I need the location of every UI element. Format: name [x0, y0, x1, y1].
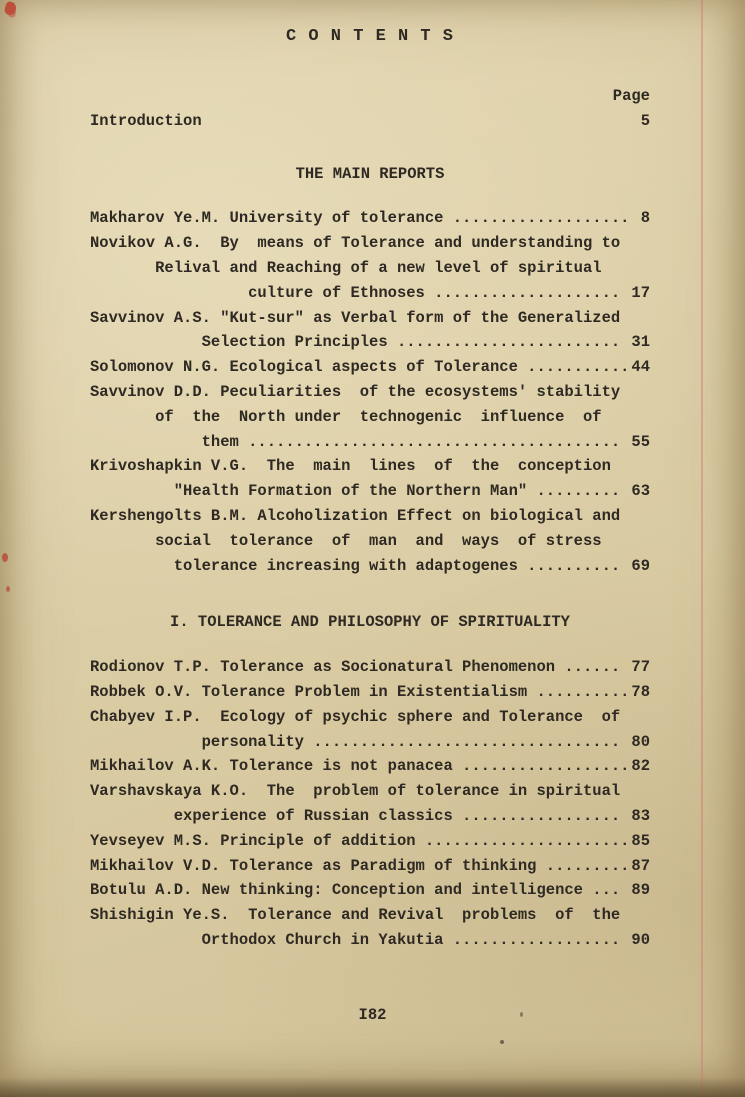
toc-page-number: 55 [631, 432, 650, 451]
toc-entry-line: social tolerance of man and ways of stress [90, 531, 602, 550]
toc-entry-line: Krivoshapkin V.G. The main lines of the conception [90, 457, 611, 476]
toc-entry-line: Varshavskaya K.O. The problem of tolerance in spiritual [90, 782, 621, 801]
toc-entry-line-text: Selection Principles ........................ [90, 333, 621, 352]
toc-entry [90, 705, 650, 755]
section-heading-tolerance-philosophy: I. TOLERANCE AND PHILOSOPHY OF SPIRITUALITY [170, 613, 570, 632]
toc-page-number: 69 [631, 556, 650, 575]
toc-page-number: 89 [631, 881, 650, 900]
folio-page-number: I82 [358, 1006, 387, 1024]
page-column-label: Page [612, 87, 650, 105]
toc-entry-line [90, 554, 650, 579]
toc-entry-line-text: Orthodox Church in Yakutia .................. [90, 930, 621, 949]
toc-page-number: 80 [631, 732, 650, 751]
toc-entry-line-text: "Health Formation of the Northern Man" ......... [90, 482, 621, 501]
toc-page-number: 44 [631, 358, 650, 377]
toc-entry-line-text: Mikhailov A.K. Tolerance is not panacea .................. [90, 757, 630, 776]
toc-entry-line [90, 878, 650, 903]
red-ink-speck [4, 1, 18, 16]
toc-entry-line [90, 330, 650, 355]
toc-entry [90, 854, 650, 879]
toc-page-number: 77 [631, 658, 650, 677]
toc-entry [90, 504, 650, 578]
toc-page-number: 5 [640, 111, 650, 130]
toc-entry-line-text: Mikhailov V.D. Tolerance as Paradigm of thinking ......... [90, 856, 630, 875]
toc-entry-line: Chabyev I.P. Ecology of psychic sphere and Tolerance of [90, 707, 621, 726]
toc-entry [90, 306, 650, 356]
toc-entry-line [90, 854, 650, 879]
toc-entry-line: Shishigin Ye.S. Tolerance and Revival problems of the [90, 906, 621, 925]
toc-entry-line-text: culture of Ethnoses .................... [90, 283, 621, 302]
toc-page-number: 87 [631, 856, 650, 875]
toc-entry-line-text: Solomonov N.G. Ecological aspects of Tolerance ........... [90, 358, 630, 377]
toc-entry [90, 829, 650, 854]
toc-entry-line: of the North under technogenic influence of [90, 407, 602, 426]
toc-entry-line-text: Botulu A.D. New thinking: Conception and intelligence ... [90, 881, 621, 900]
toc-entry-line-text: Rodionov T.P. Tolerance as Socionatural Phenomenon ...... [90, 658, 621, 677]
toc-entry-introduction [90, 109, 650, 134]
toc-entry [90, 779, 650, 829]
toc-entry [90, 355, 650, 380]
toc-entry-line [90, 928, 650, 953]
scan-dust-speck [500, 1040, 504, 1044]
toc-entry-line-text: Robbek O.V. Tolerance Problem in Existentialism .......... [90, 682, 630, 701]
toc-entry-line-text: them ........................................ [90, 432, 621, 451]
toc-entry [90, 206, 650, 231]
toc-entry-line [90, 730, 650, 755]
right-margin-line [701, 0, 703, 1097]
toc-entry-line-text: Yevseyev M.S. Principle of addition ...................... [90, 831, 630, 850]
toc-entry-line-text: tolerance increasing with adaptogenes .......... [90, 556, 621, 575]
toc-page-number: 90 [631, 930, 650, 949]
red-ink-speck [6, 586, 10, 592]
toc-page-number: 31 [631, 333, 650, 352]
toc-entry-line-text: personality ................................. [90, 732, 621, 751]
page-title: C O N T E N T S [285, 27, 455, 46]
toc-entry [90, 231, 650, 305]
toc-page-number: 85 [631, 831, 650, 850]
toc-entry-line [90, 430, 650, 455]
toc-entry-line-text: experience of Russian classics ................. [90, 806, 621, 825]
toc-entry-line-text: Makharov Ye.M. University of tolerance ................... [90, 209, 630, 228]
toc-entry [90, 454, 650, 504]
toc-entry-line [90, 804, 650, 829]
toc-entry-line: Novikov A.G. By means of Tolerance and understanding to [90, 234, 621, 253]
toc-page-number: 83 [631, 806, 650, 825]
toc-entry-line [90, 281, 650, 306]
toc-page-number: 17 [631, 283, 650, 302]
toc-entry [90, 680, 650, 705]
toc-entry [90, 655, 650, 680]
toc-entry-line: Savvinov D.D. Peculiarities of the ecosystems' stability [90, 382, 621, 401]
toc-entry-line [90, 355, 650, 380]
toc-page-number: 78 [631, 682, 650, 701]
toc-entry [90, 878, 650, 903]
toc-entry [90, 903, 650, 953]
toc-page-number: 82 [631, 757, 650, 776]
toc-entry-line: Relival and Reaching of a new level of spiritual [90, 258, 602, 277]
toc-entry-line [90, 829, 650, 854]
toc-entries-tolerance-philosophy [90, 655, 650, 953]
toc-entry-line: Kershengolts B.M. Alcoholization Effect on biological and [90, 506, 621, 525]
toc-entry-line [90, 479, 650, 504]
toc-entry-line [90, 206, 650, 231]
toc-entry [90, 754, 650, 779]
red-ink-speck [2, 553, 8, 562]
toc-entry-line [90, 754, 650, 779]
toc-page-number: 63 [631, 482, 650, 501]
scan-bottom-shadow [0, 1077, 745, 1097]
toc-entry-line [90, 680, 650, 705]
toc-entry [90, 380, 650, 454]
toc-entry-title: Introduction [90, 111, 202, 130]
toc-entries-main-reports [90, 206, 650, 578]
toc-entry-line: Savvinov A.S. "Kut-sur" as Verbal form of the Generalized [90, 308, 621, 327]
toc-page-number: 8 [640, 209, 650, 228]
toc-content [90, 0, 650, 953]
section-heading-main-reports: THE MAIN REPORTS [295, 164, 445, 183]
toc-entry-line [90, 655, 650, 680]
